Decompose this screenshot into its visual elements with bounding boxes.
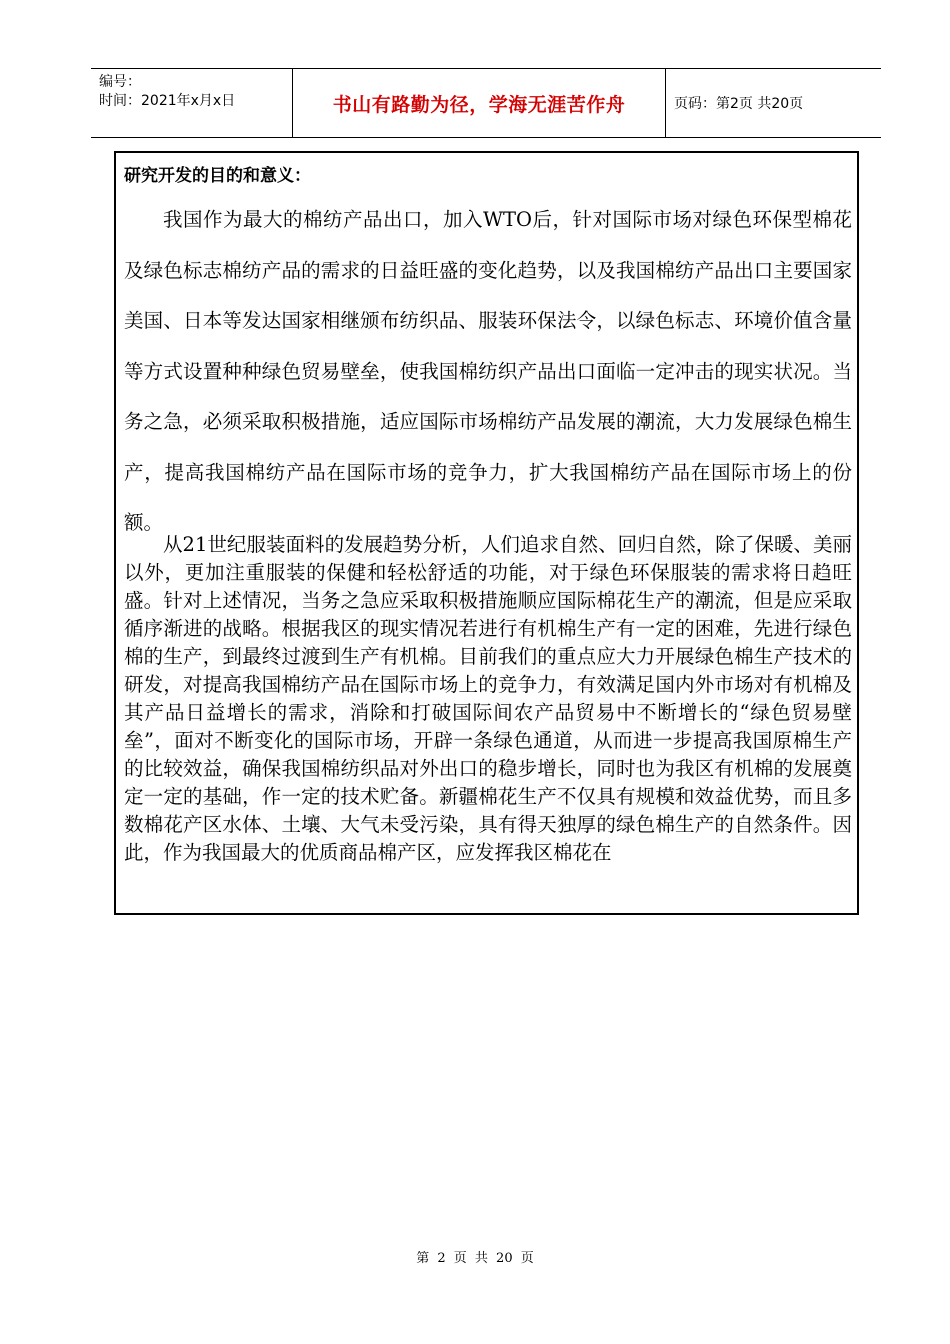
time-label: 时间：2021年x月x日 [99,93,236,109]
header-page-code: 页码：第2页 共20页 [674,96,804,112]
header-divider [665,69,666,137]
section-title: 研究开发的目的和意义： [124,166,311,186]
header-meta [99,73,235,111]
page-header [91,68,881,138]
content-box [114,151,859,915]
header-motto: 书山有路勤为径，学海无涯苦作舟 [332,93,626,116]
paragraph-1: 我国作为最大的棉纺产品出口，加入WTO后，针对国际市场对绿色环保型棉花及绿色标志棉纺产品的需求的日益旺盛的变化趋势，以及我国棉纺产品出口主要国家美国、日本等发达国家相继颁布纺织品、服装环保法令，以绿色标志、环境价值含量等方式设置种种绿色贸易壁垒，使我国棉纺织产品出口面临一定冲击的现实状况。当务之急，必须采取积极措施，适应国际市场棉纺产品发展的潮流，大力发展绿色棉生产，提高我国棉纺产品在国际市场的竞争力，扩大我国棉纺产品在国际市场上的份额。 [124,208,852,534]
paragraph-2: 从21世纪服装面料的发展趋势分析，人们追求自然、回归自然，除了保暖、美丽以外，更加注重服装的保健和轻松舒适的功能，对于绿色环保服装的需求将日趋旺盛。针对上述情况，当务之急应采取积极措施顺应国际棉花生产的潮流，但是应采取循序渐进的战略。根据我区的现实情况若进行有机棉生产有一定的困难，先进行绿色棉的生产，到最终过渡到生产有机棉。目前我们的重点应大力开展绿色棉生产技术的研发，对提高我国棉纺产品在国际市场上的竞争力，有效满足国内外市场对有机棉及其产品日益增长的需求，消除和打破国际间农产品贸易中不断增长的“绿色贸易壁垒”，面对不断变化的国际市场，开辟一条绿色通道，从而进一步提高我国原棉生产的比较效益，确保我国棉纺织品对外出口的稳步增长，同时也为我区有机棉的发展奠定一定的基础，作一定的技术贮备。新疆棉花生产不仅具有规模和效益优势，而且多数棉花产区水体、土壤、大气未受污染，具有得天独厚的绿色棉生产的自然条件。因此，作为我国最大的优质商品棉产区，应发挥我区棉花在 [124,533,852,864]
number-label: 编号： [99,74,141,90]
page-footer: 第 2 页 共 20 页 [416,1251,534,1266]
